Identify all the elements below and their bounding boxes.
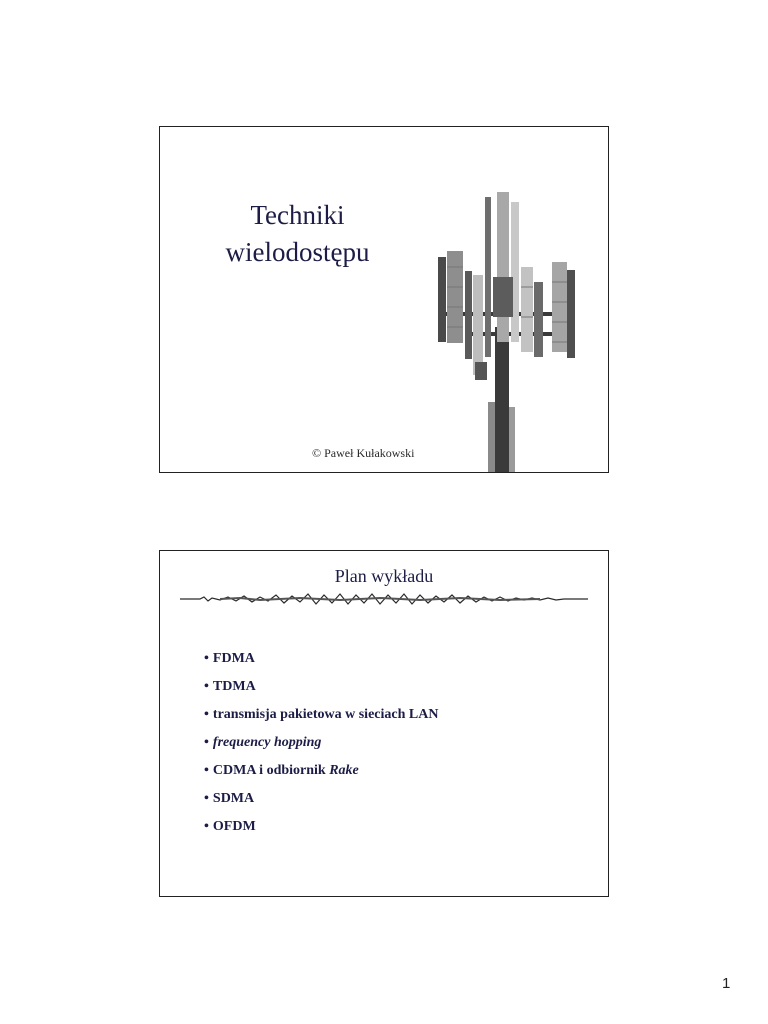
bullet-marker: • [204, 819, 209, 834]
list-item-text: SDMA [212, 791, 255, 806]
list-item [204, 729, 438, 757]
bullet-marker: • [204, 763, 209, 778]
bullet-marker: • [204, 679, 209, 694]
list-item [204, 785, 438, 813]
list-item-text: TDMA [212, 679, 256, 694]
copyright-text: © Paweł Kułakowski [312, 446, 415, 460]
list-item [204, 645, 438, 673]
title-line-1: Techniki [250, 200, 345, 230]
slide-title-heading [190, 197, 405, 271]
page-number: 1 [722, 975, 731, 992]
bullet-marker: • [204, 735, 209, 750]
ornamental-divider [180, 591, 588, 607]
list-item [204, 701, 438, 729]
slide-title [159, 126, 609, 473]
bullet-marker: • [204, 651, 209, 666]
title-line-2: wielodostępu [225, 237, 370, 267]
list-item-text: frequency hopping [212, 735, 322, 750]
list-item-text: OFDM [212, 819, 256, 834]
list-item-text: FDMA [212, 651, 255, 666]
list-item [204, 673, 438, 701]
bullet-marker: • [204, 791, 209, 806]
list-item [204, 757, 438, 785]
slide-agenda-title: Plan wykładu [334, 566, 434, 586]
bullet-marker: • [204, 707, 209, 722]
cell-tower-photo [435, 187, 585, 473]
list-item [204, 813, 438, 841]
list-item-text: transmisja pakietowa w sieciach LAN [212, 707, 439, 722]
list-item-text: CDMA i odbiornik [212, 763, 330, 778]
list-item-text-italic: Rake [329, 763, 359, 778]
slide-agenda [159, 550, 609, 897]
agenda-list [204, 645, 438, 841]
